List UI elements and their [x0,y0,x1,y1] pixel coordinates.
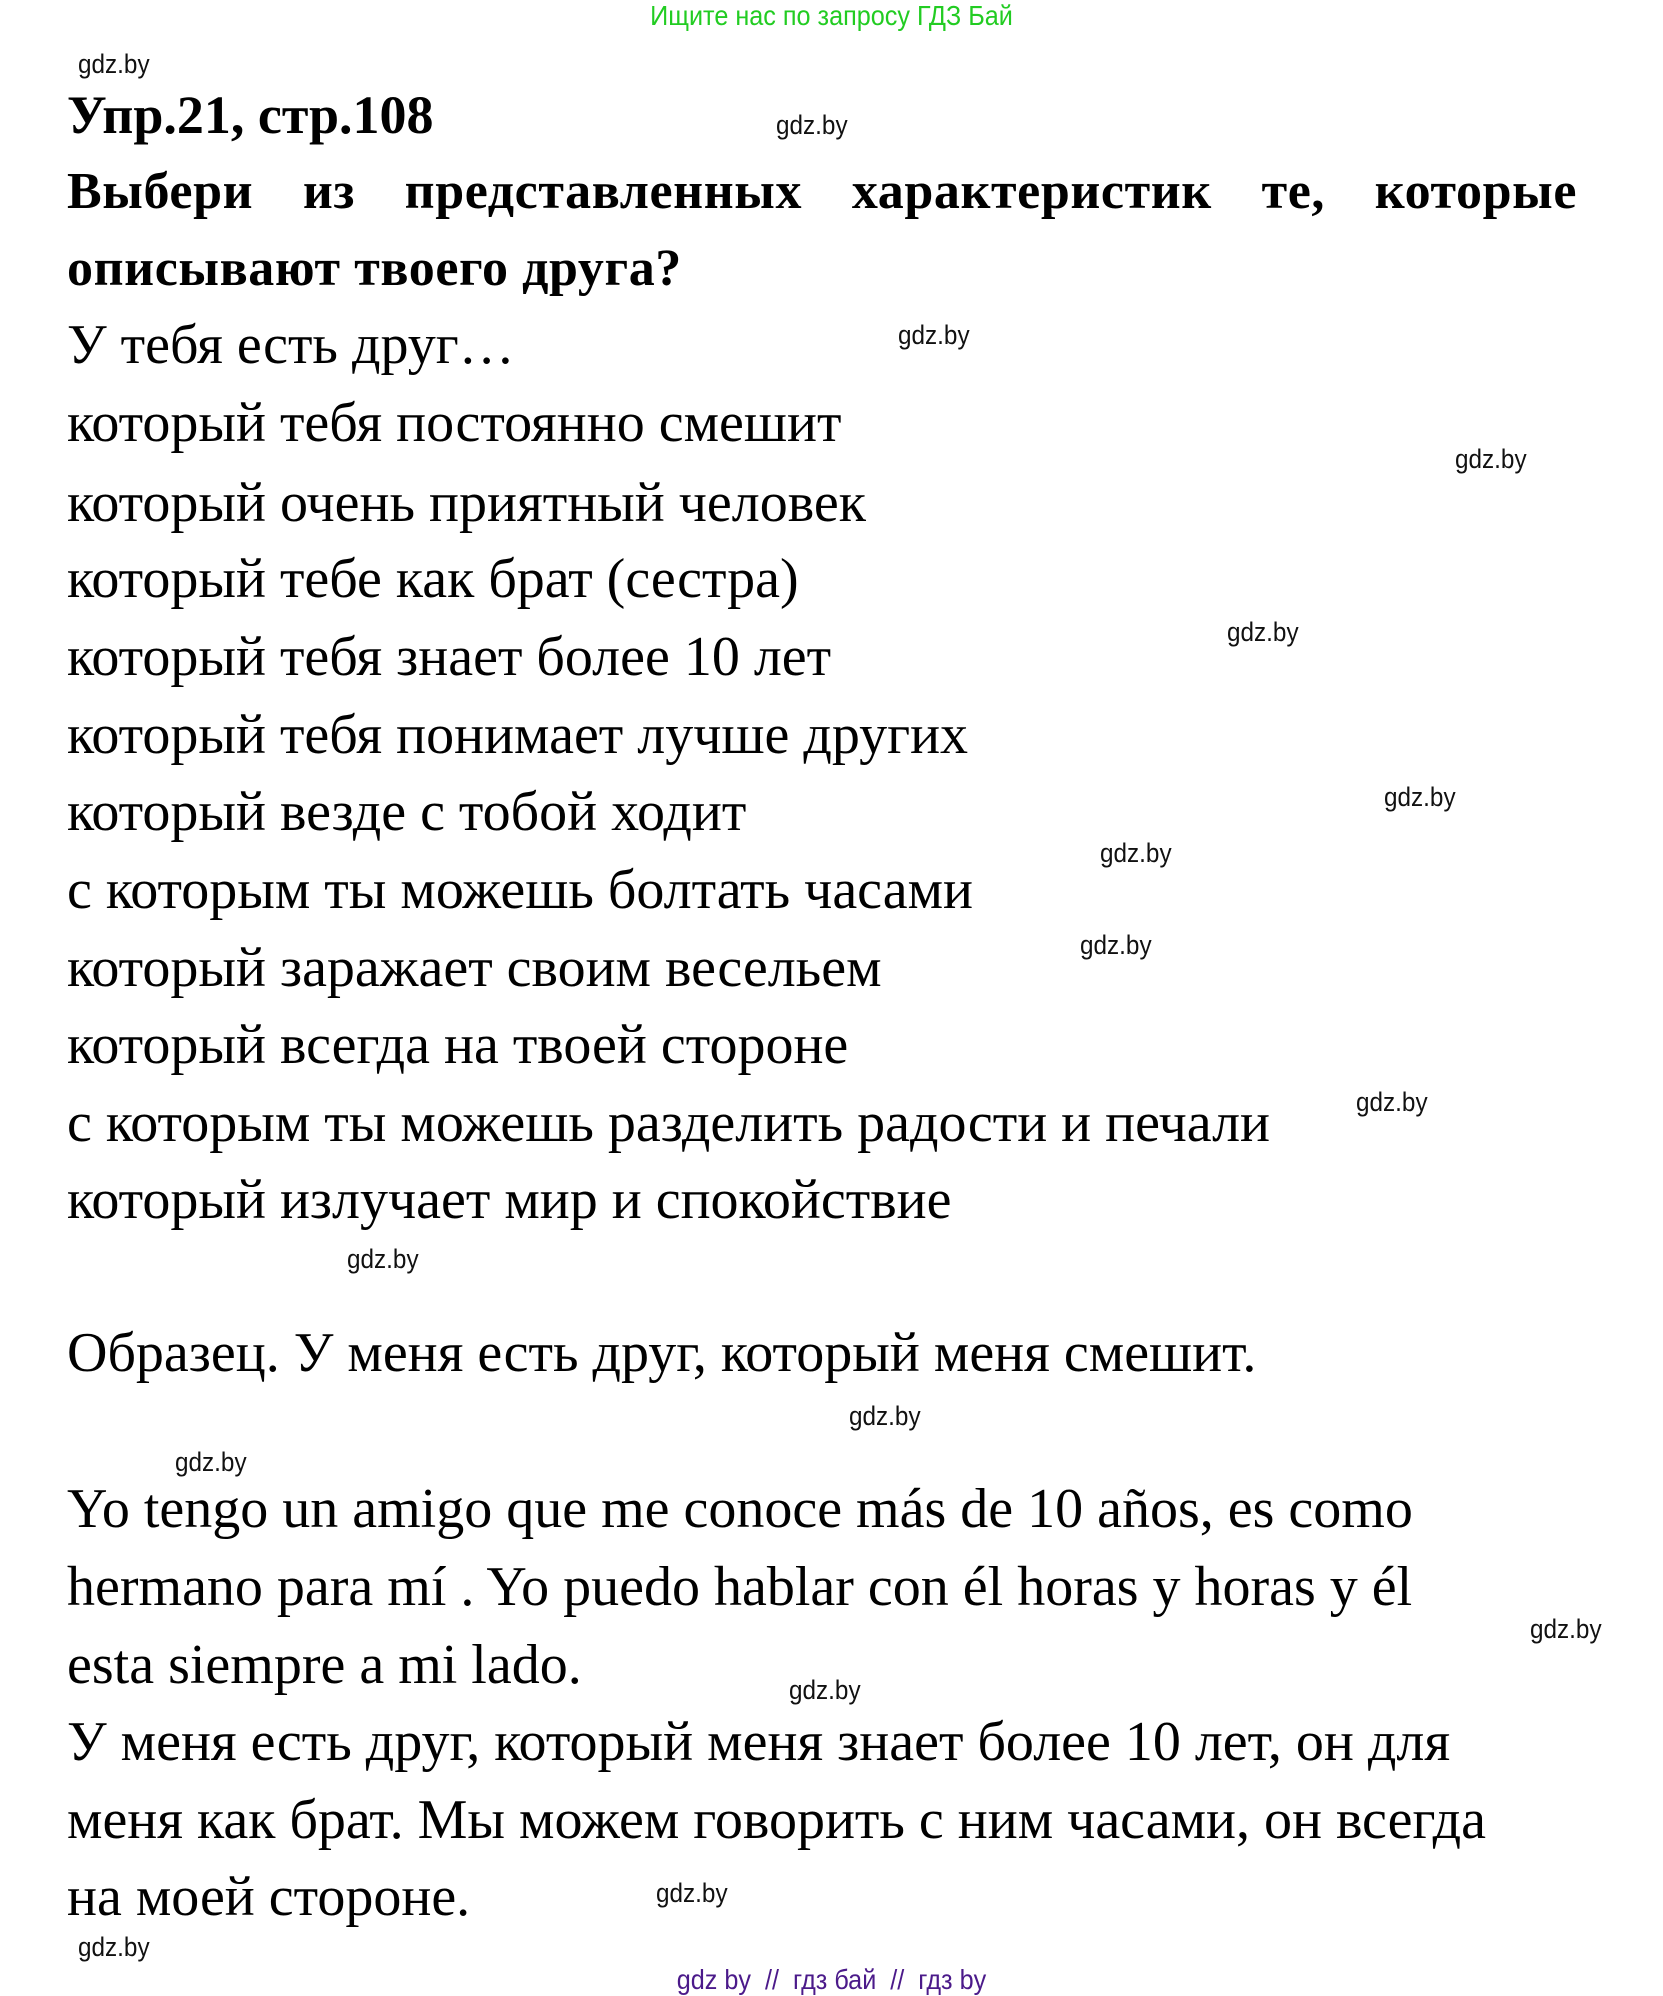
answer-es-line: hermano para mí . Yo puedo hablar con él horas y horas y él [67,1556,1413,1618]
list-item: с которым ты можешь болтать часами [67,859,973,921]
sample-sentence: Образец. У меня есть друг, который меня смешит. [67,1322,1257,1384]
watermark: gdz.by [789,1675,861,1705]
list-item: который заражает своим весельем [67,937,882,999]
page-title: Упр.21, стр.108 [67,85,434,145]
list-item: который очень приятный человек [67,472,866,534]
list-item: который везде с тобой ходит [67,781,747,843]
answer-ru-line: У меня есть друг, который меня знает более 10 лет, он для [67,1711,1451,1773]
question-line-2: описывают твоего друга? [67,240,682,297]
answer-es-line: esta siempre a mi lado. [67,1634,582,1696]
search-banner: Ищите нас по запросу ГДЗ Бай [650,0,1013,31]
list-item: который тебя понимает лучше других [67,704,969,766]
watermark: gdz.by [78,1932,150,1962]
watermark: gdz.by [776,110,848,140]
list-item: который излучает мир и спокойствие [67,1169,952,1231]
watermark: gdz.by [1227,617,1299,647]
answer-ru-line: на моей стороне. [67,1866,471,1928]
watermark: gdz.by [78,49,150,79]
watermark: gdz.by [1384,782,1456,812]
list-item: который всегда на твоей стороне [67,1014,849,1076]
question-line-1: Выбери из представленных характеристик те, которые [67,163,1577,220]
watermark: gdz.by [1356,1087,1428,1117]
watermark: gdz.by [175,1447,247,1477]
watermark: gdz.by [1100,838,1172,868]
watermark: gdz.by [1080,930,1152,960]
watermark: gdz.by [1530,1614,1602,1644]
watermark: gdz.by [898,320,970,350]
list-item: который тебе как брат (сестра) [67,548,799,610]
answer-ru-line: меня как брат. Мы можем говорить с ним часами, он всегда [67,1789,1486,1851]
watermark: gdz.by [347,1244,419,1274]
footer-links: gdz by // гдз бай // гдз by [676,1964,987,1995]
list-item: который тебя постоянно смешит [67,392,842,454]
watermark: gdz.by [656,1878,728,1908]
list-item: который тебя знает более 10 лет [67,626,832,688]
watermark: gdz.by [849,1401,921,1431]
watermark: gdz.by [1455,444,1527,474]
list-item: с которым ты можешь разделить радости и печали [67,1092,1270,1154]
list-item: У тебя есть друг… [67,314,515,376]
answer-es-line: Yo tengo un amigo que me conoce más de 10 años, es como [67,1478,1413,1540]
